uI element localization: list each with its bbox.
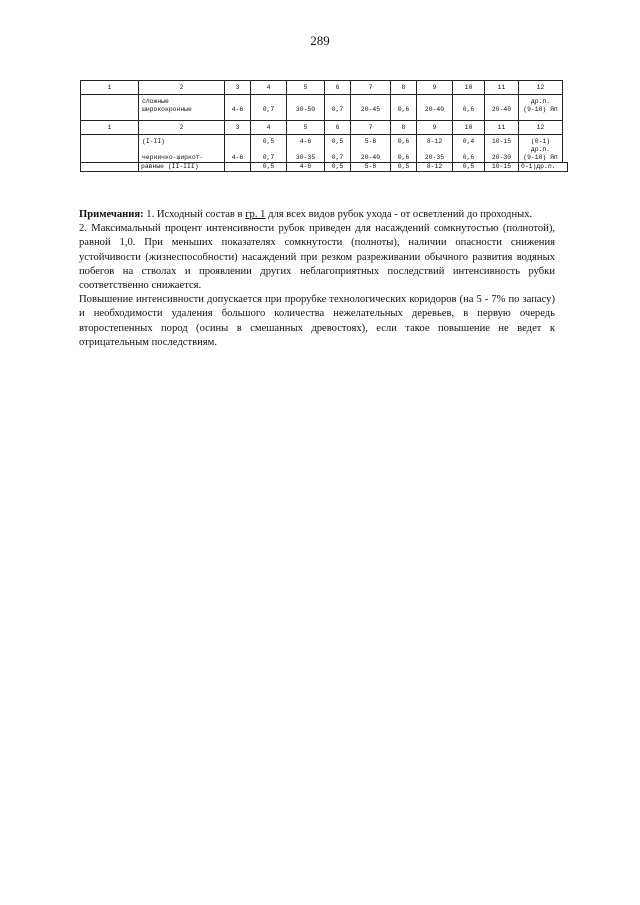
header-cell: 12	[519, 81, 563, 95]
table-cell	[225, 95, 251, 121]
table-cell: 10-15	[485, 163, 519, 172]
notes-section	[79, 208, 555, 350]
cell-line: 0,5	[331, 138, 344, 145]
cell-line: 20-40	[491, 106, 512, 113]
table-cell	[519, 135, 563, 163]
header-cell: 2	[139, 81, 225, 95]
note-1	[79, 208, 555, 222]
header-cell: 10	[453, 81, 485, 95]
table-cell	[251, 95, 287, 121]
header-cell: 8	[391, 81, 417, 95]
table-cell	[519, 95, 563, 121]
table-cell	[351, 95, 391, 121]
cell-line: 0,6	[397, 154, 410, 161]
cell-line: сложные	[142, 98, 169, 105]
cell-line: 0,6	[397, 138, 410, 145]
table-cell: 0,5	[391, 163, 417, 172]
header-cell: 3	[225, 121, 251, 135]
cell-line: ширококронные	[142, 106, 192, 113]
table-header-row	[81, 81, 563, 95]
table-cell: равные (II-III)	[139, 163, 225, 172]
table-cell	[391, 135, 417, 163]
cell-line: др.п.	[530, 98, 551, 105]
table-row	[81, 163, 568, 172]
cell-line: (9-10) Яп	[523, 154, 558, 161]
table-cell	[325, 135, 351, 163]
header-cell: 7	[351, 121, 391, 135]
cell-line: 4-6	[299, 138, 312, 145]
cell-line: 0,6	[462, 154, 475, 161]
table-cell: 4-6	[287, 163, 325, 172]
table-cell	[417, 95, 453, 121]
cell-line: 0,7	[262, 106, 275, 113]
group-reference-link[interactable]: гр. 1	[245, 209, 266, 220]
table-cell	[81, 95, 139, 121]
table-cell: 0-1)др.п.	[519, 163, 568, 172]
cell-line: 30-35	[295, 154, 316, 161]
table-cell	[417, 135, 453, 163]
table-cell	[453, 95, 485, 121]
cell-line: 0,6	[397, 106, 410, 113]
table-row	[81, 95, 563, 121]
cell-line: 0,5	[262, 138, 275, 145]
table-cell	[225, 135, 251, 163]
table-cell	[139, 135, 225, 163]
forest-thinning-table	[80, 80, 556, 172]
cell-line: 20-45	[360, 106, 381, 113]
table-cell	[287, 95, 325, 121]
header-cell: 7	[351, 81, 391, 95]
table-cell	[325, 95, 351, 121]
header-cell: 11	[485, 121, 519, 135]
table-cell: 8-12	[417, 163, 453, 172]
header-cell: 3	[225, 81, 251, 95]
table-cell	[225, 163, 251, 172]
header-cell: 10	[453, 121, 485, 135]
cell-line: 5-8	[364, 138, 377, 145]
cell-line: 8-12	[426, 138, 443, 145]
cell-line: др.п.	[530, 146, 551, 153]
table-cell	[139, 95, 225, 121]
cell-line: 0,6	[462, 106, 475, 113]
header-cell: 9	[417, 81, 453, 95]
header-cell: 4	[251, 81, 287, 95]
note-3: Повышение интенсивности допускается при прорубке технологических коридоров (на 5 - 7% по запасу) и необходимости удаления большого количества нежелательных деревьев, в первую очередь второстепенных пород (осины в смешанных древостоях), если такое повышение не ведет к отрицательным последствиям.	[79, 294, 555, 348]
note-2: 2. Максимальный процент интенсивности рубок приведен для насаждений сомкнутостью (полнотой), равной 1,0. При меньших показателях сомкнутости (полноты), наличии опасности снижения устойчивости (жизнеспособности) насаждений при резком разреживании обычного развития водяных побегов на стволах и проявлении других неблагоприятных последствий интенсивность рубки соответственно снижается.	[79, 223, 555, 292]
table-cell	[485, 95, 519, 121]
table-cell: 0,5	[325, 163, 351, 172]
table-cell	[81, 135, 139, 163]
cell-line: 20-30	[491, 154, 512, 161]
header-cell: 12	[519, 121, 563, 135]
cell-line: 20-40	[360, 154, 381, 161]
note-1-text-start: 1. Исходный состав в	[143, 209, 246, 220]
table-header-row-repeat	[81, 121, 563, 135]
cell-line: 0,7	[331, 154, 344, 161]
table-cell	[351, 135, 391, 163]
cell-line: 4-6	[231, 154, 244, 161]
header-cell: 5	[287, 81, 325, 95]
table-cell	[287, 135, 325, 163]
table-cell	[485, 135, 519, 163]
table-cell	[81, 163, 139, 172]
table-cell: 0,5	[453, 163, 485, 172]
header-cell: 5	[287, 121, 325, 135]
page-number: 289	[310, 33, 330, 48]
cell-line: 0,7	[331, 106, 344, 113]
cell-line: 30-50	[295, 106, 316, 113]
cell-line: 0,7	[262, 154, 275, 161]
header-cell: 6	[325, 121, 351, 135]
header-cell: 1	[81, 121, 139, 135]
note-1-text-end: для всех видов рубок ухода - от осветлений до проходных.	[265, 209, 533, 220]
header-cell: 2	[139, 121, 225, 135]
table-cell	[453, 135, 485, 163]
table-cell: 5-8	[351, 163, 391, 172]
cell-line: 10-15	[491, 138, 512, 145]
table-cell: 0,5	[251, 163, 287, 172]
header-cell: 9	[417, 121, 453, 135]
table-cell	[251, 135, 287, 163]
header-cell: 4	[251, 121, 287, 135]
cell-line: (0-1)	[530, 138, 551, 145]
table-continuation-row	[80, 162, 568, 172]
cell-line: (I-II)	[142, 138, 166, 145]
header-cell: 11	[485, 81, 519, 95]
table-cell	[391, 95, 417, 121]
cell-line: 0,4	[462, 138, 475, 145]
header-cell: 1	[81, 81, 139, 95]
cell-line: черничко-ширкот-	[142, 154, 204, 161]
header-cell: 8	[391, 121, 417, 135]
table-row	[81, 135, 563, 163]
cell-line: 20-35	[424, 154, 445, 161]
notes-label: Примечания:	[79, 209, 144, 220]
cell-line: (9-10) Яп	[523, 106, 558, 113]
table-main	[80, 80, 563, 162]
cell-line: 4-6	[231, 106, 244, 113]
header-cell: 6	[325, 81, 351, 95]
cell-line: 20-40	[424, 106, 445, 113]
